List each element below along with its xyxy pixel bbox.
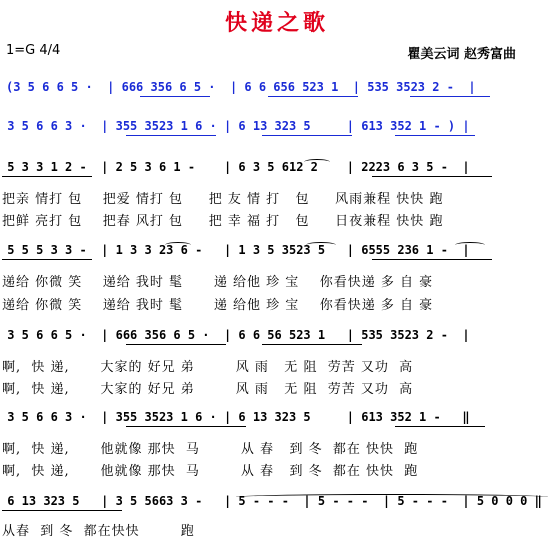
lyric-row-4b — [0, 294, 554, 312]
slur — [306, 242, 336, 248]
notation-row-1 — [0, 80, 554, 100]
beam-line — [262, 344, 362, 345]
beam-line — [268, 96, 358, 97]
lyric-row-6a — [0, 438, 554, 456]
slur — [165, 242, 191, 248]
slur — [455, 242, 485, 248]
notation-text: 3 5 6 6 5 · | 666 356 6 5 · | 6 6 56 523 1 | 535 3523 2 - | — [0, 328, 470, 342]
beam-line — [2, 510, 122, 511]
lyric-row-3a — [0, 188, 554, 206]
notation-text: 3 5 6 6 3 · | 355 3523 1 6 · | 6 13 323 5 | 613 352 1 - ‖ — [0, 410, 470, 424]
notation-text: (3 5 6 6 5 · | 666 356 6 5 · | 6 6 656 523 1 | 535 3523 2 - | — [6, 80, 476, 94]
notation-row-5 — [0, 328, 554, 348]
lyric-text: 把鲜 亮打 包 把春 风打 包 把 幸 福 打 包 日夜兼程 快快 跑 — [2, 214, 444, 229]
lyric-row-6b — [0, 460, 554, 478]
lyric-row-4a — [0, 271, 554, 289]
beam-line — [410, 96, 490, 97]
slur — [304, 159, 330, 165]
key-signature: 1=G 4/4 — [6, 43, 61, 58]
beam-line — [262, 135, 352, 136]
lyric-text: 啊, 快 递, 他就像 那快 马 从 春 到 冬 都在 快快 跑 — [2, 464, 419, 479]
beam-line — [140, 96, 210, 97]
lyric-row-5b — [0, 378, 554, 396]
notation-text: 6 13 323 5 | 3 5 5663 3 - | 5 - - - | 5 - - - | 5 - - - | 5 0 0 0 ‖ — [0, 494, 542, 508]
notation-text: 3 5 6 6 3 · | 355 3523 1 6 · | 6 13 323 5 | 613 352 1 - ) | — [0, 119, 470, 133]
lyric-text: 从春 到 冬 都在快快 跑 — [2, 524, 195, 539]
tie — [236, 494, 548, 500]
beam-line — [126, 426, 246, 427]
beam-line — [372, 259, 492, 260]
song-title: 快递之歌 — [224, 10, 329, 36]
lyric-text: 把亲 情打 包 把爱 情打 包 把 友 情 打 包 风雨兼程 快快 跑 — [2, 192, 444, 207]
notation-row-2 — [0, 119, 554, 139]
notation-text: 5 3 3 1 2 - | 2 5 3 6 1 - | 6 3 5 612 2 | 2223 6 3 5 - | — [0, 160, 470, 174]
notation-text: 5 5 5 3 3 - | 1 3 3 23 6 - | 1 3 5 3523 5 | 6555 236 1 - | — [0, 243, 470, 257]
lyric-text: 递给 你微 笑 递给 我时 髦 递 给他 珍 宝 你看快递 多 自 豪 — [2, 275, 434, 290]
lyric-row-7a — [0, 520, 554, 538]
lyric-text: 递给 你微 笑 递给 我时 髦 递 给他 珍 宝 你看快递 多 自 豪 — [2, 298, 434, 313]
lyric-text: 啊, 快 递, 他就像 那快 马 从 春 到 冬 都在 快快 跑 — [2, 442, 419, 457]
notation-row-3 — [0, 160, 554, 180]
beam-line — [2, 259, 92, 260]
lyric-text: 啊, 快 递, 大家的 好兄 弟 风 雨 无 阻 劳苦 又功 高 — [2, 360, 414, 375]
lyric-row-5a — [0, 356, 554, 374]
notation-row-6 — [0, 410, 554, 430]
beam-line — [372, 176, 492, 177]
lyric-text: 啊, 快 递, 大家的 好兄 弟 风 雨 无 阻 劳苦 又功 高 — [2, 382, 414, 397]
lyric-row-3b — [0, 210, 554, 228]
beam-line — [395, 135, 475, 136]
beam-line — [395, 426, 485, 427]
credits: 瞿美云词 赵秀富曲 — [407, 47, 516, 62]
beam-line — [126, 344, 226, 345]
beam-line — [126, 135, 216, 136]
beam-line — [2, 176, 92, 177]
